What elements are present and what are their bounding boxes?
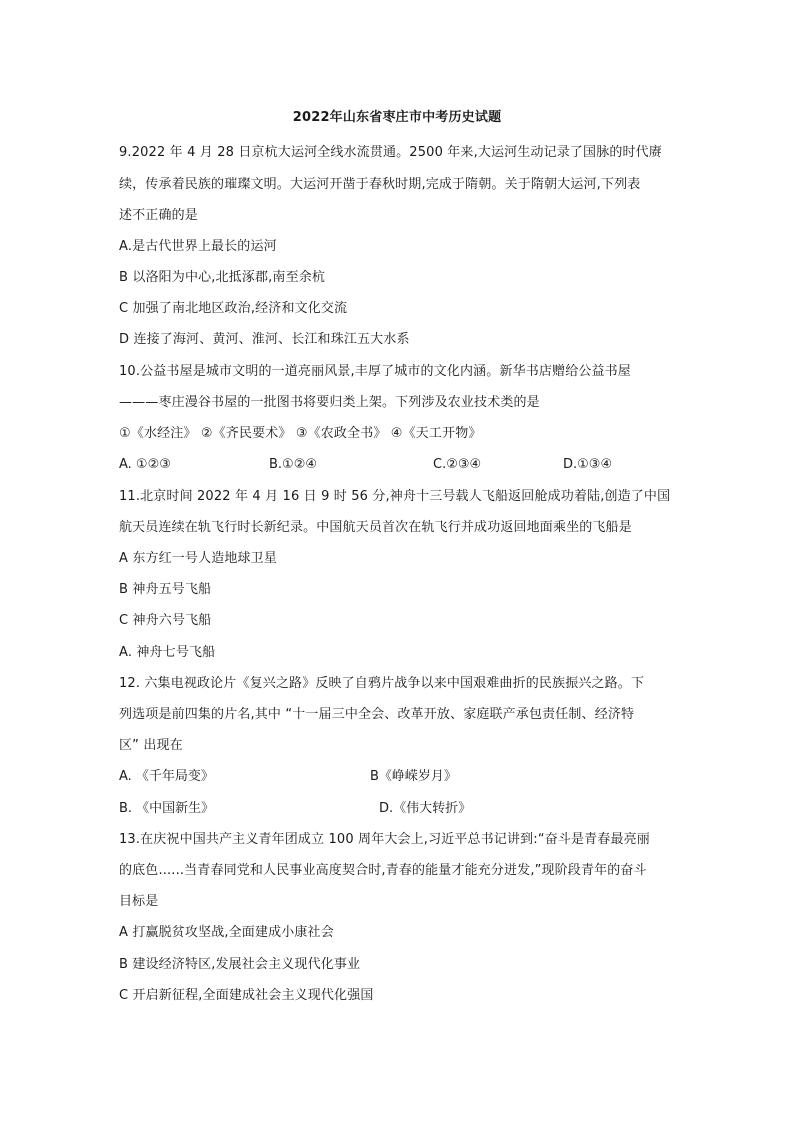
q11-option-d: A. 神舟七号飞船 [119, 645, 216, 660]
q10-option-c: C.②③④ [433, 457, 482, 472]
q11-option-c: C 神舟六号飞船 [119, 613, 212, 628]
q12-stem-line-1: 12. 六集电视政论片《复兴之路》反映了自鸦片战争以来中国艰难曲折的民族振兴之路。下 [119, 676, 645, 691]
q9-stem-line-1: 9.2022 年 4 月 28 日京杭大运河全线水流贯通。2500 年来,大运河生动记录了国脉的时代赓 [119, 145, 662, 160]
q13-option-a: A 打赢脱贫攻坚战,全面建成小康社会 [119, 925, 334, 940]
q9-stem-line-2: 续，传承着民族的璀璨文明。大运河开凿于春秋时期,完成于隋朝。关于隋朝大运河,下列表 [119, 177, 641, 192]
q11-option-a: A 东方红一号人造地球卫星 [119, 551, 277, 566]
q9-stem-line-3: 述不正确的是 [119, 208, 198, 223]
q13-stem-line-2: 的底色......当青春同党和人民事业高度契合时,青春的能量才能充分迸发,”现阶段青年的奋斗 [119, 863, 647, 878]
q10-option-a: A. ①②③ [119, 457, 171, 472]
q10-book-list: ①《水经注》 ②《齐民要术》 ③《农政全书》 ④《天工开物》 [119, 426, 482, 441]
q13-stem-line-1: 13.在庆祝中国共产主义青年团成立 100 周年大会上,习近平总书记讲到:“奋斗是青春最亮丽 [119, 832, 650, 847]
q11-stem-line-2: 航天员连续在轨飞行时长新纪录。中国航天员首次在轨飞行并成功返回地面乘坐的飞船是 [119, 520, 632, 535]
q10-stem-line-1: 10.公益书屋是城市文明的一道亮丽风景,丰厚了城市的文化内涵。新华书店赠给公益书屋 [119, 364, 631, 379]
q12-stem-line-3: 区” 出现在 [119, 738, 183, 753]
page-title: 2022年山东省枣庄市中考历史试题 [292, 110, 502, 125]
q13-option-c: C 开启新征程,全面建成社会主义现代化强国 [119, 988, 374, 1003]
q9-option-b: B 以洛阳为中心,北抵涿郡,南至余杭 [119, 270, 326, 285]
q12-option-a: A. 《千年局变》 [119, 769, 214, 784]
q12-option-b: B《峥嵘岁月》 [370, 769, 457, 784]
q11-stem-line-1: 11.北京时间 2022 年 4 月 16 日 9 时 56 分,神舟十三号载人飞船返回舱成功着陆,创造了中国 [119, 489, 671, 504]
q9-option-c: C 加强了南北地区政治,经济和文化交流 [119, 301, 348, 316]
q13-stem-line-3: 目标是 [119, 894, 159, 909]
q12-stem-line-2: 列选项是前四集的片名,其中 “十一届三中全会、改革开放、家庭联产承包责任制、经济特 [119, 707, 635, 722]
q13-option-b: B 建设经济特区,发展社会主义现代化事业 [119, 957, 361, 972]
q10-stem-line-2: ———枣庄漫谷书屋的一批图书将要归类上架。下列涉及农业技术类的是 [119, 395, 540, 410]
q11-option-b: B 神舟五号飞船 [119, 582, 212, 597]
q9-option-d: D 连接了海河、黄河、淮河、长江和珠江五大水系 [119, 332, 410, 347]
q12-option-c: B. 《中国新生》 [119, 801, 215, 816]
q10-option-b: B.①②④ [269, 457, 318, 472]
q9-option-a: A.是古代世界上最长的运河 [119, 239, 277, 254]
q10-option-d: D.①③④ [563, 457, 613, 472]
q12-option-d: D.《伟大转折》 [379, 801, 472, 816]
